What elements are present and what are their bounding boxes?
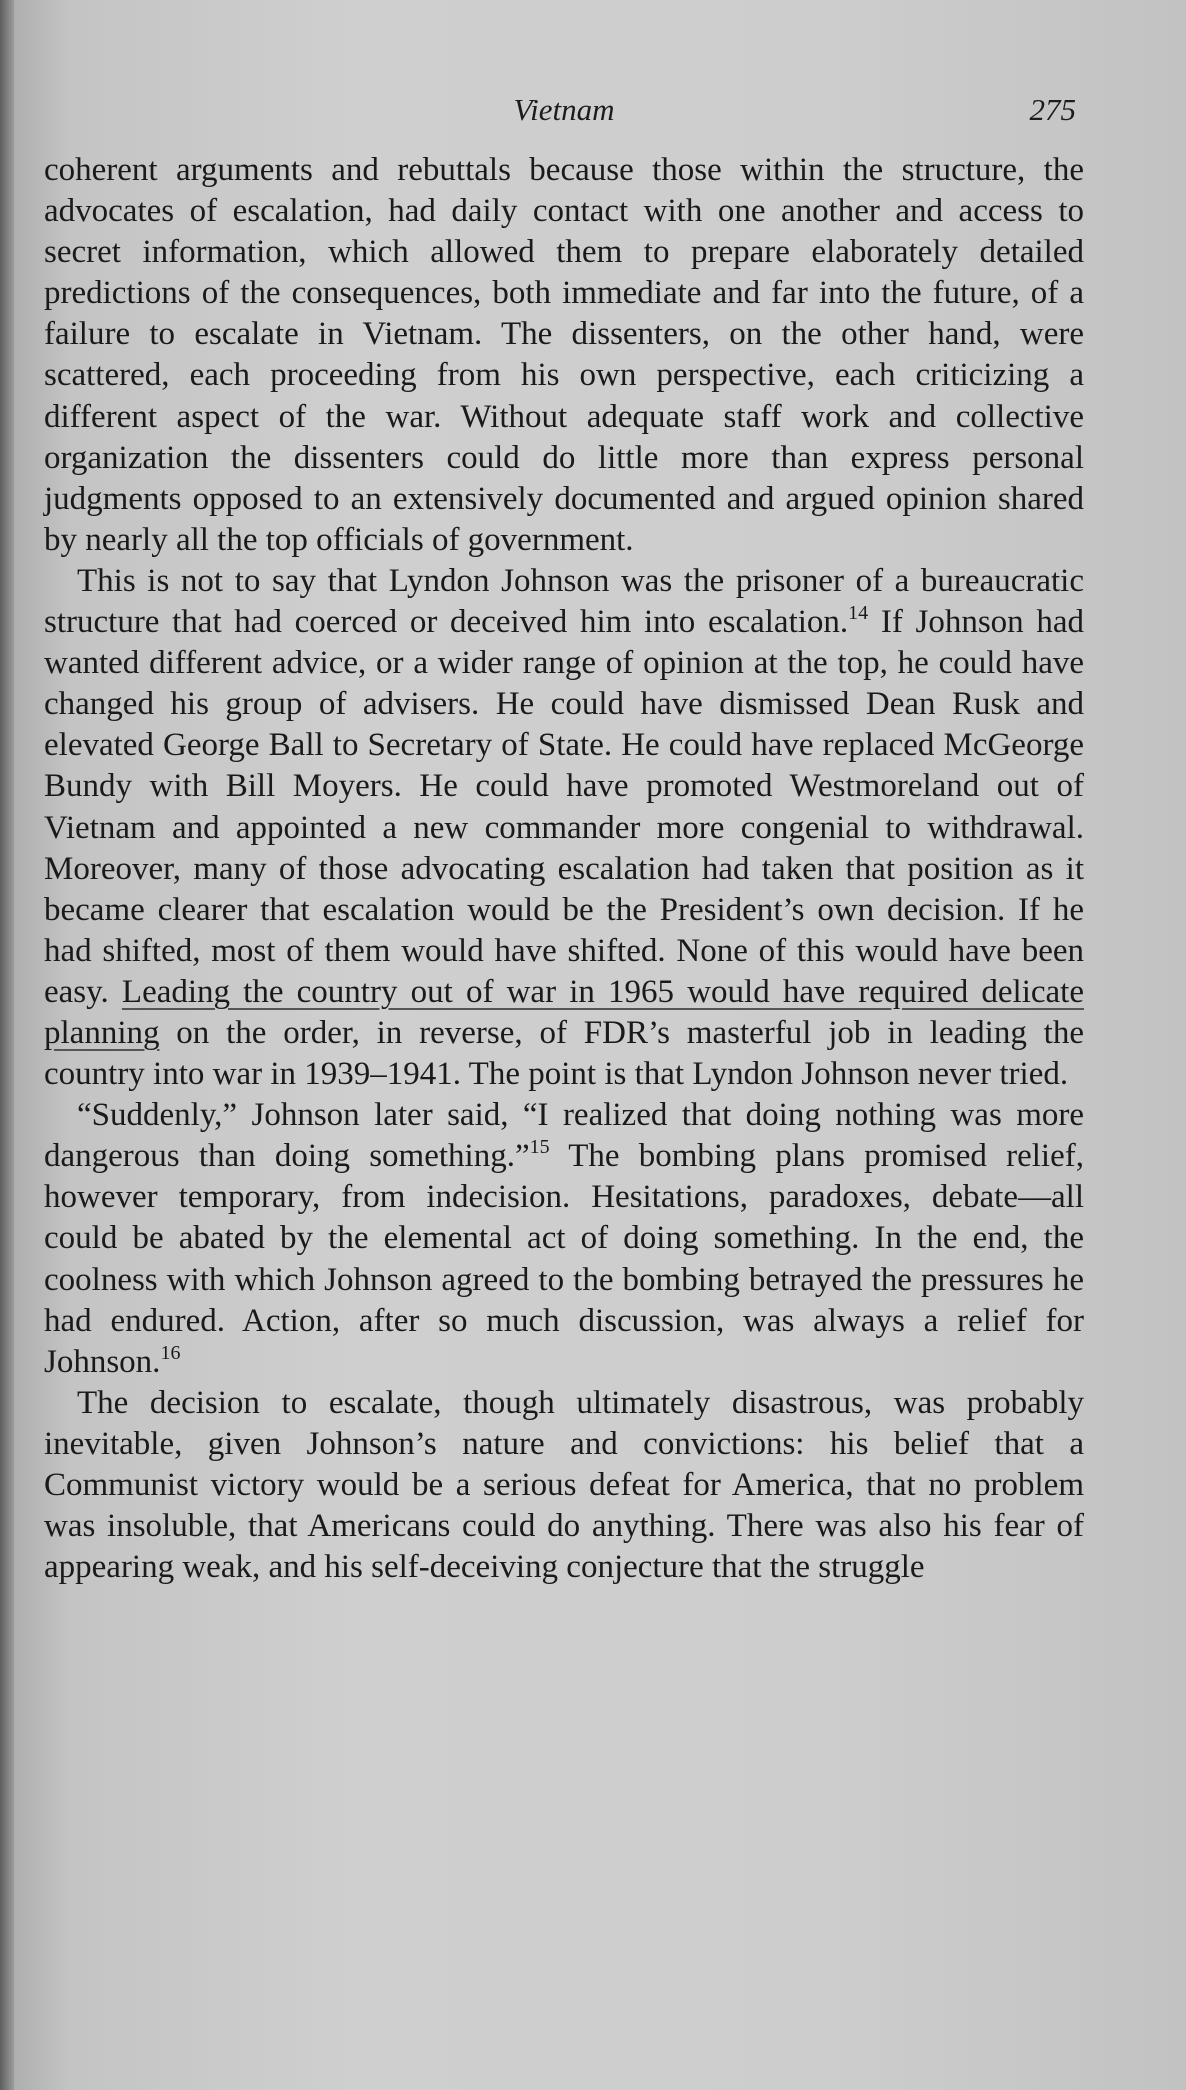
- text-run: The bombing plans promised relief, however temporary, from indecision. Hesitations, paradoxes, debate—all could be abated by the elemental act of doing something. In the end, the coolness with which Johnson agreed to the bombing betrayed the pressures he had endured. Action, after so much discussion, was always a relief for Johnson.: [44, 1138, 1084, 1380]
- footnote-marker: 16: [160, 1341, 181, 1364]
- text-run: If Johnson had wanted different advice, or a wider range of opinion at the top, he could have changed his group of advisers. He could have dismissed Dean Rusk and elevated George Ball to Secretary of State. He could have replaced McGeorge Bundy with Bill Moyers. He could have promoted Westmoreland out of Vietnam and appointed a new commander more congenial to withdrawal. Moreover, many of those advocating escalation had taken that position as it became clearer that escalation would be the President’s own decision. If he had shifted, most of them would have shifted. None of this would have been easy.: [44, 604, 1085, 1010]
- paragraph: [44, 150, 1084, 561]
- body-text: [44, 150, 1084, 1588]
- text-run: This is not to say that Lyndon Johnson was the prisoner of a bureaucratic structure that had coerced or deceived him into escalation.: [44, 562, 1084, 641]
- page-gutter-shadow: [0, 0, 14, 2090]
- footnote-marker: 14: [848, 602, 869, 625]
- text-run: coherent arguments and rebuttals because those within the structure, the advocates of escalation, had daily contact with one another and access to secret information, which allowed them to prepare elaborately detailed predictions of the consequences, both immediate and far into the future, of a failure to escalate in Vietnam. The dissenters, on the other hand, were scattered, each proceeding from his own perspective, each criticizing a different aspect of the war. Without adequate staff work and collective organization the dissenters could do little more than express personal judgments opposed to an extensively documented and argued opinion shared by nearly all the top officials of government.: [44, 152, 1084, 558]
- paragraph: [44, 1383, 1084, 1588]
- footnote-marker: 15: [529, 1136, 550, 1159]
- text-run: on the order, in reverse, of FDR’s masterful job in leading the country into war in 1939–1941. The point is that Lyndon Johnson never tried.: [44, 1014, 1084, 1093]
- page-number: 275: [1029, 92, 1076, 127]
- paragraph: [44, 561, 1084, 1095]
- text-run: The decision to escalate, though ultimately disastrous, was probably inevitable, given Johnson’s nature and convictions: his belief that a Communist victory would be a serious defeat for America, that no problem was insoluble, that Americans could do anything. There was also his fear of appearing weak, and his self-deceiving conjecture that the struggle: [44, 1384, 1084, 1586]
- paragraph: [44, 1095, 1084, 1383]
- text-run: “Suddenly,” Johnson later said, “I realized that doing nothing was more dangerous than doing something.”: [44, 1097, 1084, 1175]
- running-head: [44, 92, 1084, 142]
- underlined-passage: Leading the country out of war in 1965 would have required delicate planning: [44, 973, 1084, 1051]
- running-head-title: Vietnam: [513, 92, 615, 127]
